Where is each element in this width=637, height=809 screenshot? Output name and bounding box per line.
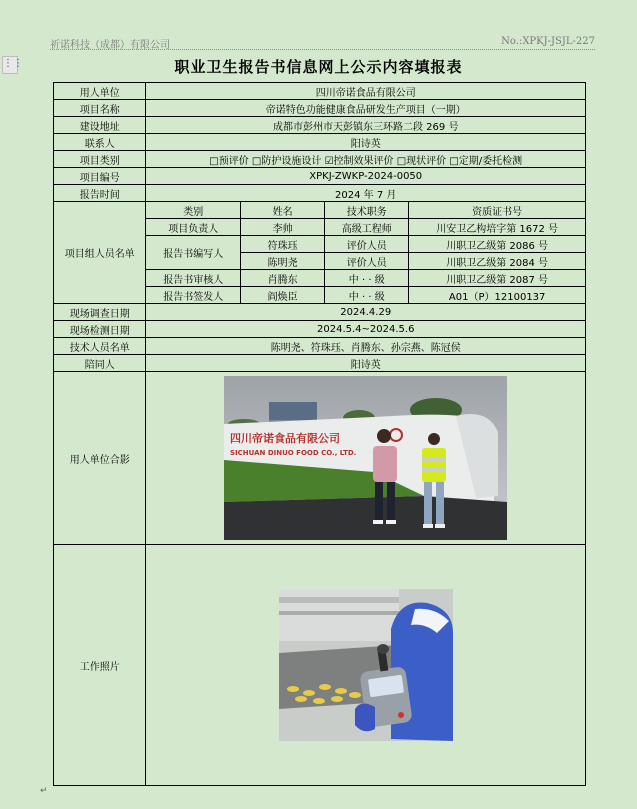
row-contact	[54, 134, 586, 151]
staff-label: 技术人员名单	[54, 338, 146, 355]
time-label: 报告时间	[54, 185, 146, 202]
photo-sign-en: SICHUAN DINUO FOOD CO., LTD.	[230, 449, 357, 457]
team-role: 报告书编写人	[146, 236, 241, 270]
team-label: 项目组人员名单	[54, 202, 146, 304]
row-group-photo	[54, 372, 586, 545]
work-photo-machine-rail	[279, 597, 399, 603]
category-option-status-evaluation[interactable]: □现状评价	[396, 155, 447, 167]
table-move-handle-icon[interactable]: ⋮⋮	[2, 56, 18, 74]
team-title[interactable]: 中 · · 级	[325, 287, 409, 304]
number-label: 项目编号	[54, 168, 146, 185]
paragraph-mark-icon: ↵	[40, 786, 48, 796]
work-photo-cell	[146, 545, 586, 786]
row-team-header	[54, 202, 586, 219]
team-name[interactable]: 李帅	[241, 219, 325, 236]
row-staff	[54, 338, 586, 355]
work-photo-glove	[355, 703, 375, 731]
team-name[interactable]: 陈明尧	[241, 253, 325, 270]
report-form-table	[53, 82, 586, 786]
page-title: 职业卫生报告书信息网上公示内容填报表	[174, 58, 463, 76]
team-name[interactable]: 阎焕臣	[241, 287, 325, 304]
survey-value[interactable]: 2024.4.29	[146, 304, 586, 321]
header-company: 祈诺科技（成都）有限公司	[50, 40, 170, 51]
category-label: 项目类别	[54, 151, 146, 168]
row-category	[54, 151, 586, 168]
header-doc-number: No.:XPKJ-JSJL-227	[501, 36, 595, 47]
team-cert[interactable]: 川安卫乙构培字第 1672 号	[409, 219, 586, 236]
category-option-pre-evaluation[interactable]: □预评价	[209, 155, 249, 167]
team-header-name: 姓名	[241, 202, 325, 219]
team-title[interactable]: 评价人员	[325, 236, 409, 253]
row-survey-date	[54, 304, 586, 321]
number-value[interactable]: XPKJ-ZWKP-2024-0050	[146, 168, 586, 185]
escort-value[interactable]: 阳诗英	[146, 355, 586, 372]
project-value[interactable]: 帝诺特色功能健康食品研发生产项目（一期）	[146, 100, 586, 117]
team-header-cert: 资质证书号	[409, 202, 586, 219]
work-photo-meter-button	[398, 712, 404, 718]
employer-label: 用人单位	[54, 83, 146, 100]
header-divider	[50, 49, 595, 50]
group-photo-cell	[146, 372, 586, 545]
category-option-protection-design[interactable]: □防护设施设计	[251, 155, 322, 167]
team-header-role: 类别	[146, 202, 241, 219]
row-time	[54, 185, 586, 202]
team-name[interactable]: 符珠珏	[241, 236, 325, 253]
survey-label: 现场调查日期	[54, 304, 146, 321]
team-role: 报告书审核人	[146, 270, 241, 287]
team-header-title: 技术职务	[325, 202, 409, 219]
team-cert[interactable]: 川职卫乙级第 2086 号	[409, 236, 586, 253]
photo-road	[224, 496, 507, 540]
row-work-photo	[54, 545, 586, 786]
team-name[interactable]: 肖腾东	[241, 270, 325, 287]
staff-value[interactable]: 陈明尧、符珠珏、肖腾东、孙宗燕、陈冠侯	[146, 338, 586, 355]
employer-value[interactable]: 四川帝诺食品有限公司	[146, 83, 586, 100]
contact-value[interactable]: 阳诗英	[146, 134, 586, 151]
contact-label: 联系人	[54, 134, 146, 151]
group-photo-label: 用人单位合影	[54, 372, 146, 545]
row-number	[54, 168, 586, 185]
row-test-date	[54, 321, 586, 338]
category-option-periodic-testing[interactable]: □定期/委托检测	[449, 155, 523, 167]
team-title[interactable]: 评价人员	[325, 253, 409, 270]
team-role: 报告书签发人	[146, 287, 241, 304]
row-employer	[54, 83, 586, 100]
work-photo-meter-mic-tip	[377, 644, 389, 654]
time-value[interactable]: 2024 年 7 月	[146, 185, 586, 202]
team-cert[interactable]: 川职卫乙级第 2084 号	[409, 253, 586, 270]
work-photo-label: 工作照片	[54, 545, 146, 786]
team-cert[interactable]: 川职卫乙级第 2087 号	[409, 270, 586, 287]
team-role: 项目负责人	[146, 219, 241, 236]
test-value[interactable]: 2024.5.4~2024.5.6	[146, 321, 586, 338]
category-option-control-effect[interactable]: ☑控制效果评价	[324, 155, 394, 167]
row-project	[54, 100, 586, 117]
work-photo[interactable]	[279, 589, 453, 741]
project-label: 项目名称	[54, 100, 146, 117]
escort-label: 陪同人	[54, 355, 146, 372]
photo-building	[269, 402, 317, 420]
work-photo-machine-rail-2	[279, 611, 399, 615]
address-label: 建设地址	[54, 117, 146, 134]
row-address	[54, 117, 586, 134]
test-label: 现场检测日期	[54, 321, 146, 338]
row-escort	[54, 355, 586, 372]
team-title[interactable]: 高级工程师	[325, 219, 409, 236]
address-value[interactable]: 成都市彭州市天彭镇东三环路二段 269 号	[146, 117, 586, 134]
category-options	[146, 151, 586, 168]
team-cert[interactable]: A01（P）12100137	[409, 287, 586, 304]
team-title[interactable]: 中 · · 级	[325, 270, 409, 287]
photo-sign-cn: 四川帝诺食品有限公司	[230, 432, 341, 445]
group-photo[interactable]	[224, 376, 507, 540]
